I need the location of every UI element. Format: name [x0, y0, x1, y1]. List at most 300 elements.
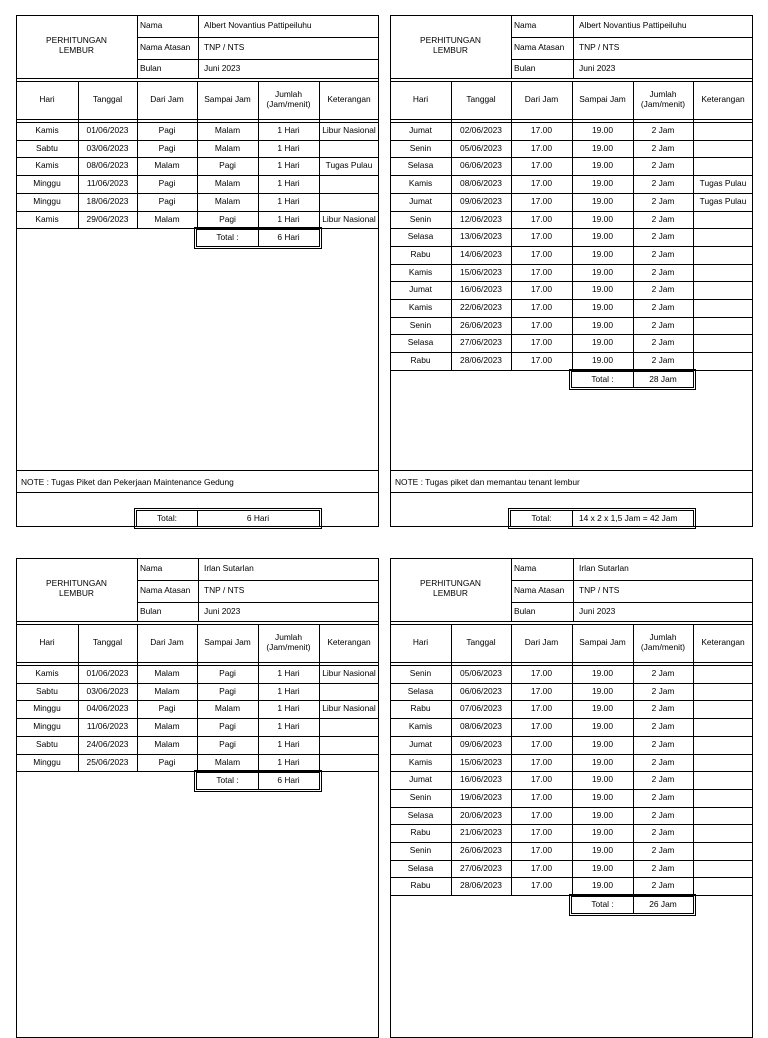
table-cell [693, 789, 753, 807]
table-cell: 14/06/2023 [460, 248, 502, 259]
table-cell: Malam [214, 178, 241, 189]
table-cell: 17.00 [531, 827, 552, 838]
sampai-jam-header: Sampai Jam [579, 637, 626, 648]
sheet-title [390, 578, 511, 598]
rule [390, 78, 753, 79]
total-label: Total : [216, 775, 239, 786]
table-row [16, 736, 379, 754]
atasan-label: Nama Atasan [140, 42, 191, 53]
nama-label: Nama [140, 20, 163, 31]
table-cell: 19.00 [592, 248, 613, 259]
table-cell: 11/06/2023 [86, 178, 129, 189]
atasan-value: TNP / NTS [204, 42, 245, 53]
title-line-2: LEMBUR [433, 45, 468, 56]
table-cell: Rabu [410, 827, 431, 838]
table-cell: 1 Hari [277, 703, 300, 714]
table-cell [693, 157, 753, 175]
rule [390, 492, 753, 493]
table-cell: 2 Jam [651, 213, 675, 224]
table-cell: Rabu [410, 355, 431, 366]
table-cell: Pagi [158, 756, 176, 767]
table-cell [319, 175, 379, 193]
table-cell: 2 Jam [651, 195, 675, 206]
table-cell: Pagi [219, 721, 236, 732]
table-row [390, 193, 753, 211]
table-row [390, 807, 753, 825]
table-cell: 03/06/2023 [86, 142, 129, 153]
table-cell: Malam [154, 668, 180, 679]
table-cell: 05/06/2023 [460, 668, 502, 679]
nama-value: Albert Novantius Pattipeiluhu [579, 20, 687, 31]
bulan-label: Bulan [514, 605, 536, 616]
table-cell: 1 Hari [277, 142, 300, 153]
table-cell: 17.00 [531, 302, 552, 313]
table-cell: Minggu [33, 756, 61, 767]
table-cell: Senin [409, 319, 432, 330]
table-cell: 1 Hari [277, 195, 300, 206]
table-cell: 19.00 [592, 231, 613, 242]
table-cell: Sabtu [36, 142, 58, 153]
table-cell: 15/06/2023 [460, 756, 502, 767]
table-cell: 19.00 [592, 703, 613, 714]
table-cell: Selasa [407, 160, 434, 171]
table-cell: 19.00 [592, 266, 613, 277]
table-cell: Jumat [409, 774, 432, 785]
atasan-value: TNP / NTS [204, 585, 245, 596]
atasan-label: Nama Atasan [514, 42, 565, 53]
table-cell: Malam [214, 142, 241, 153]
table-cell [693, 246, 753, 264]
title-line-1: PERHITUNGAN [46, 35, 107, 45]
table-cell [693, 122, 753, 140]
dari-jam-header: Dari Jam [150, 94, 184, 105]
table-row [390, 246, 753, 264]
table-cell: 19.00 [592, 668, 613, 679]
table-cell: Rabu [410, 248, 431, 259]
rule [16, 78, 379, 79]
table-cell: 18/06/2023 [86, 195, 129, 206]
table-cell: 17.00 [531, 142, 552, 153]
hari-header: Hari [412, 94, 429, 105]
table-cell: 12/06/2023 [460, 213, 502, 224]
table-row [390, 718, 753, 736]
table-cell: 21/06/2023 [460, 827, 502, 838]
table-row [390, 352, 753, 370]
table-cell: 2 Jam [651, 319, 675, 330]
table-cell: Pagi [219, 685, 236, 696]
table-cell: 2 Jam [651, 125, 675, 136]
table-cell [693, 334, 753, 352]
table-row [390, 317, 753, 335]
rule [16, 492, 379, 493]
table-cell: 2 Jam [651, 160, 675, 171]
bulan-value: Juni 2023 [204, 62, 241, 73]
rule [390, 470, 753, 471]
table-cell [693, 771, 753, 789]
table-row [390, 736, 753, 754]
table-cell: 19.00 [592, 721, 613, 732]
table-cell: 2 Jam [651, 231, 675, 242]
tanggal-header: Tanggal [92, 94, 123, 105]
table-row [390, 264, 753, 282]
hari-header: Hari [39, 637, 55, 648]
hari-header: Hari [39, 94, 55, 105]
table-cell [319, 736, 379, 754]
table-cell: 19.00 [592, 862, 613, 873]
table-cell: 19.00 [592, 213, 613, 224]
table-cell: 1 Hari [277, 756, 300, 767]
grand-total-label: Total: [156, 512, 178, 523]
grand-total-label: Total: [531, 512, 552, 523]
rule [16, 621, 379, 622]
table-cell: 08/06/2023 [460, 721, 502, 732]
keterangan-header: Keterangan [327, 94, 371, 105]
table-cell: Malam [214, 703, 241, 714]
table-cell: 1 Hari [277, 738, 300, 749]
table-cell: 22/06/2023 [460, 302, 502, 313]
table-cell: Senin [409, 791, 432, 802]
table-cell: 02/06/2023 [460, 125, 502, 136]
table-cell: 17.00 [531, 721, 552, 732]
table-cell: Libur Nasional [322, 703, 376, 714]
jumlah-header-line-1: Jumlah [649, 632, 677, 643]
atasan-label: Nama Atasan [140, 585, 191, 596]
table-cell: 1 Hari [277, 178, 300, 189]
table-cell: 2 Jam [651, 738, 675, 749]
table-row [16, 754, 379, 772]
table-cell: 2 Jam [651, 880, 675, 891]
table-cell: 2 Jam [651, 756, 675, 767]
table-cell [693, 736, 753, 754]
table-cell: 28/06/2023 [460, 355, 502, 366]
table-cell: 2 Jam [651, 703, 675, 714]
table-row [16, 157, 379, 175]
rule [390, 621, 753, 622]
total-value: 6 Hari [277, 775, 300, 786]
table-cell: Minggu [33, 721, 61, 732]
table-cell: 16/06/2023 [460, 774, 502, 785]
table-row [390, 700, 753, 718]
table-cell: Selasa [407, 685, 434, 696]
table-row [390, 140, 753, 158]
table-cell: 05/06/2023 [460, 142, 502, 153]
tanggal-header: Tanggal [466, 637, 496, 648]
table-cell: 2 Jam [651, 845, 675, 856]
table-cell: 17.00 [531, 195, 552, 206]
table-cell: 2 Jam [651, 248, 675, 259]
table-cell: 17.00 [531, 738, 552, 749]
note-text: NOTE : Tugas piket dan memantau tenant lembur [395, 477, 580, 487]
table-cell: 08/06/2023 [86, 160, 129, 171]
table-cell: 13/06/2023 [460, 231, 502, 242]
table-cell: 17.00 [531, 668, 552, 679]
table-row [390, 860, 753, 878]
table-cell: Malam [154, 685, 180, 696]
table-cell: 17.00 [531, 125, 552, 136]
table-cell: Pagi [219, 160, 236, 171]
table-cell [319, 718, 379, 736]
table-cell: Pagi [158, 125, 176, 136]
table-cell: Tugas Pulau [699, 195, 747, 206]
total-value: 28 Jam [649, 373, 677, 384]
table-cell: Jumat [409, 195, 432, 206]
table-cell: Jumat [409, 284, 432, 295]
table-cell: Kamis [408, 756, 433, 767]
bulan-label: Bulan [140, 605, 162, 616]
nama-value: Irlan Sutarlan [579, 563, 629, 574]
table-row [390, 754, 753, 772]
table-row [390, 771, 753, 789]
table-row [390, 281, 753, 299]
table-cell: 1 Hari [277, 160, 300, 171]
table-cell: 29/06/2023 [86, 213, 129, 224]
title-line-2: LEMBUR [59, 588, 94, 599]
table-cell [693, 140, 753, 158]
table-cell: Senin [409, 845, 432, 856]
hari-header: Hari [412, 637, 429, 648]
table-cell: 17.00 [531, 160, 552, 171]
table-cell: Pagi [219, 213, 236, 224]
total-value: 26 Jam [649, 899, 677, 910]
table-cell: 2 Jam [651, 809, 675, 820]
table-cell: Rabu [410, 880, 431, 891]
table-cell [693, 299, 753, 317]
table-cell: 2 Jam [651, 142, 675, 153]
table-cell: 15/06/2023 [460, 266, 502, 277]
table-cell: 1 Hari [277, 668, 300, 679]
table-cell [693, 718, 753, 736]
table-cell: Pagi [158, 195, 176, 206]
total-label: Total : [591, 373, 614, 384]
table-cell: Senin [409, 668, 432, 679]
table-cell: 11/06/2023 [86, 721, 129, 732]
table-cell [693, 264, 753, 282]
table-row [16, 700, 379, 718]
table-cell: Malam [154, 721, 180, 732]
total-label: Total : [216, 232, 239, 243]
table-cell: 19.00 [592, 337, 613, 348]
table-row [390, 877, 753, 895]
title-line-1: PERHITUNGAN [46, 578, 107, 588]
table-cell: Kamis [408, 266, 433, 277]
table-cell: Minggu [33, 178, 61, 189]
table-cell: 2 Jam [651, 862, 675, 873]
table-cell: 17.00 [531, 685, 552, 696]
table-cell: Pagi [158, 703, 176, 714]
table-cell: 17.00 [531, 880, 552, 891]
table-cell: Sabtu [36, 738, 58, 749]
table-cell: Kamis [35, 213, 59, 224]
table-cell: 2 Jam [651, 337, 675, 348]
dari-jam-header: Dari Jam [524, 94, 559, 105]
sheet-title [16, 578, 137, 598]
table-cell: 04/06/2023 [86, 703, 129, 714]
table-cell: 1 Hari [277, 213, 300, 224]
table-row [16, 122, 379, 140]
table-cell: Malam [154, 160, 180, 171]
table-cell: 17.00 [531, 231, 552, 242]
table-cell [319, 193, 379, 211]
jumlah-header-line-2: (Jam/menit) [640, 642, 686, 652]
table-cell: 17.00 [531, 248, 552, 259]
dari-jam-header: Dari Jam [524, 637, 559, 648]
jumlah-header [258, 624, 319, 662]
grand-total-value: 6 Hari [246, 512, 270, 523]
table-cell [693, 228, 753, 246]
table-cell: 17.00 [531, 774, 552, 785]
table-cell: 17.00 [531, 319, 552, 330]
dari-jam-header: Dari Jam [150, 637, 184, 648]
tanggal-header: Tanggal [92, 637, 123, 648]
table-row [390, 334, 753, 352]
table-cell: 19.00 [592, 160, 613, 171]
table-row [16, 193, 379, 211]
table-cell: 26/06/2023 [460, 319, 502, 330]
table-cell: 03/06/2023 [86, 685, 129, 696]
title-line-2: LEMBUR [433, 588, 468, 599]
table-cell: 17.00 [531, 756, 552, 767]
note-text: NOTE : Tugas Piket dan Pekerjaan Maintenance Gedung [21, 477, 234, 487]
table-cell: Minggu [33, 195, 61, 206]
keterangan-header: Keterangan [701, 637, 745, 648]
table-cell: Rabu [410, 703, 431, 714]
sampai-jam-header: Sampai Jam [204, 94, 251, 105]
table-cell [693, 807, 753, 825]
table-cell: Pagi [219, 738, 236, 749]
keterangan-header: Keterangan [327, 637, 371, 648]
table-cell: 19.00 [592, 178, 613, 189]
table-cell: 19.00 [592, 738, 613, 749]
table-cell: 25/06/2023 [86, 756, 129, 767]
keterangan-header: Keterangan [701, 94, 745, 105]
jumlah-header-line-2: (Jam/menit) [266, 642, 311, 652]
table-cell: Malam [214, 125, 241, 136]
table-cell: Libur Nasional [322, 213, 376, 224]
table-cell: 1 Hari [277, 721, 300, 732]
table-cell: 2 Jam [651, 178, 675, 189]
table-cell: 19.00 [592, 319, 613, 330]
table-cell: 2 Jam [651, 721, 675, 732]
sampai-jam-header: Sampai Jam [579, 94, 626, 105]
table-cell: 2 Jam [651, 266, 675, 277]
jumlah-header [633, 624, 693, 662]
nama-label: Nama [514, 563, 537, 574]
table-cell: 19/06/2023 [460, 791, 502, 802]
table-cell: Selasa [407, 809, 434, 820]
table-cell: 19.00 [592, 774, 613, 785]
title-line-1: PERHITUNGAN [420, 578, 481, 588]
table-row [16, 665, 379, 683]
bulan-label: Bulan [514, 62, 536, 73]
table-cell: Malam [214, 195, 241, 206]
table-cell: 19.00 [592, 827, 613, 838]
jumlah-header-line-1: Jumlah [275, 632, 302, 643]
table-cell: Kamis [35, 160, 59, 171]
title-line-2: LEMBUR [59, 45, 94, 56]
table-cell: 17.00 [531, 703, 552, 714]
table-cell [693, 842, 753, 860]
table-row [16, 175, 379, 193]
sheet-title [16, 35, 137, 55]
table-cell: 09/06/2023 [460, 738, 502, 749]
bulan-value: Juni 2023 [579, 605, 616, 616]
table-row [390, 228, 753, 246]
table-cell: 2 Jam [651, 355, 675, 366]
table-row [390, 299, 753, 317]
table-cell: 2 Jam [651, 668, 675, 679]
table-cell: Selasa [407, 231, 434, 242]
table-cell: 2 Jam [651, 284, 675, 295]
table-cell [693, 352, 753, 370]
table-cell: Sabtu [36, 685, 58, 696]
table-cell: 19.00 [592, 791, 613, 802]
table-cell: 08/06/2023 [460, 178, 502, 189]
table-cell: 24/06/2023 [86, 738, 129, 749]
table-cell: 20/06/2023 [460, 809, 502, 820]
jumlah-header-line-2: (Jam/menit) [266, 99, 311, 109]
table-cell: 06/06/2023 [460, 160, 502, 171]
table-cell: 17.00 [531, 845, 552, 856]
table-cell: 2 Jam [651, 791, 675, 802]
title-line-1: PERHITUNGAN [420, 35, 481, 45]
table-cell: 2 Jam [651, 302, 675, 313]
rule [16, 470, 379, 471]
bulan-value: Juni 2023 [579, 62, 616, 73]
table-cell: Jumat [409, 125, 432, 136]
table-cell [319, 140, 379, 158]
jumlah-header [633, 81, 693, 119]
table-cell: 2 Jam [651, 685, 675, 696]
table-cell [693, 877, 753, 895]
table-cell: 19.00 [592, 880, 613, 891]
table-row [16, 683, 379, 701]
table-cell [319, 683, 379, 701]
table-cell: 01/06/2023 [86, 668, 129, 679]
table-row [390, 157, 753, 175]
table-cell [693, 665, 753, 683]
jumlah-header [258, 81, 319, 119]
table-row [16, 718, 379, 736]
table-cell: 19.00 [592, 142, 613, 153]
table-cell: Malam [154, 213, 180, 224]
table-cell: 17.00 [531, 213, 552, 224]
table-cell: 2 Jam [651, 774, 675, 785]
atasan-value: TNP / NTS [579, 42, 620, 53]
table-cell: Malam [214, 756, 241, 767]
table-cell: 19.00 [592, 302, 613, 313]
sampai-jam-header: Sampai Jam [204, 637, 251, 648]
nama-value: Irlan Sutarlan [204, 563, 254, 574]
table-cell: Kamis [408, 721, 433, 732]
table-row [390, 842, 753, 860]
table-cell: 19.00 [592, 845, 613, 856]
table-cell: Selasa [407, 862, 434, 873]
table-cell: Senin [409, 213, 432, 224]
table-cell: 01/06/2023 [86, 125, 129, 136]
table-cell: Libur Nasional [322, 668, 376, 679]
table-cell: 17.00 [531, 862, 552, 873]
atasan-label: Nama Atasan [514, 585, 565, 596]
table-row [390, 665, 753, 683]
table-row [390, 789, 753, 807]
sheet-title [390, 35, 511, 55]
table-cell [693, 683, 753, 701]
table-row [390, 175, 753, 193]
table-cell: 19.00 [592, 756, 613, 767]
table-cell: Pagi [219, 668, 236, 679]
table-cell: 17.00 [531, 809, 552, 820]
table-cell: Malam [154, 738, 180, 749]
